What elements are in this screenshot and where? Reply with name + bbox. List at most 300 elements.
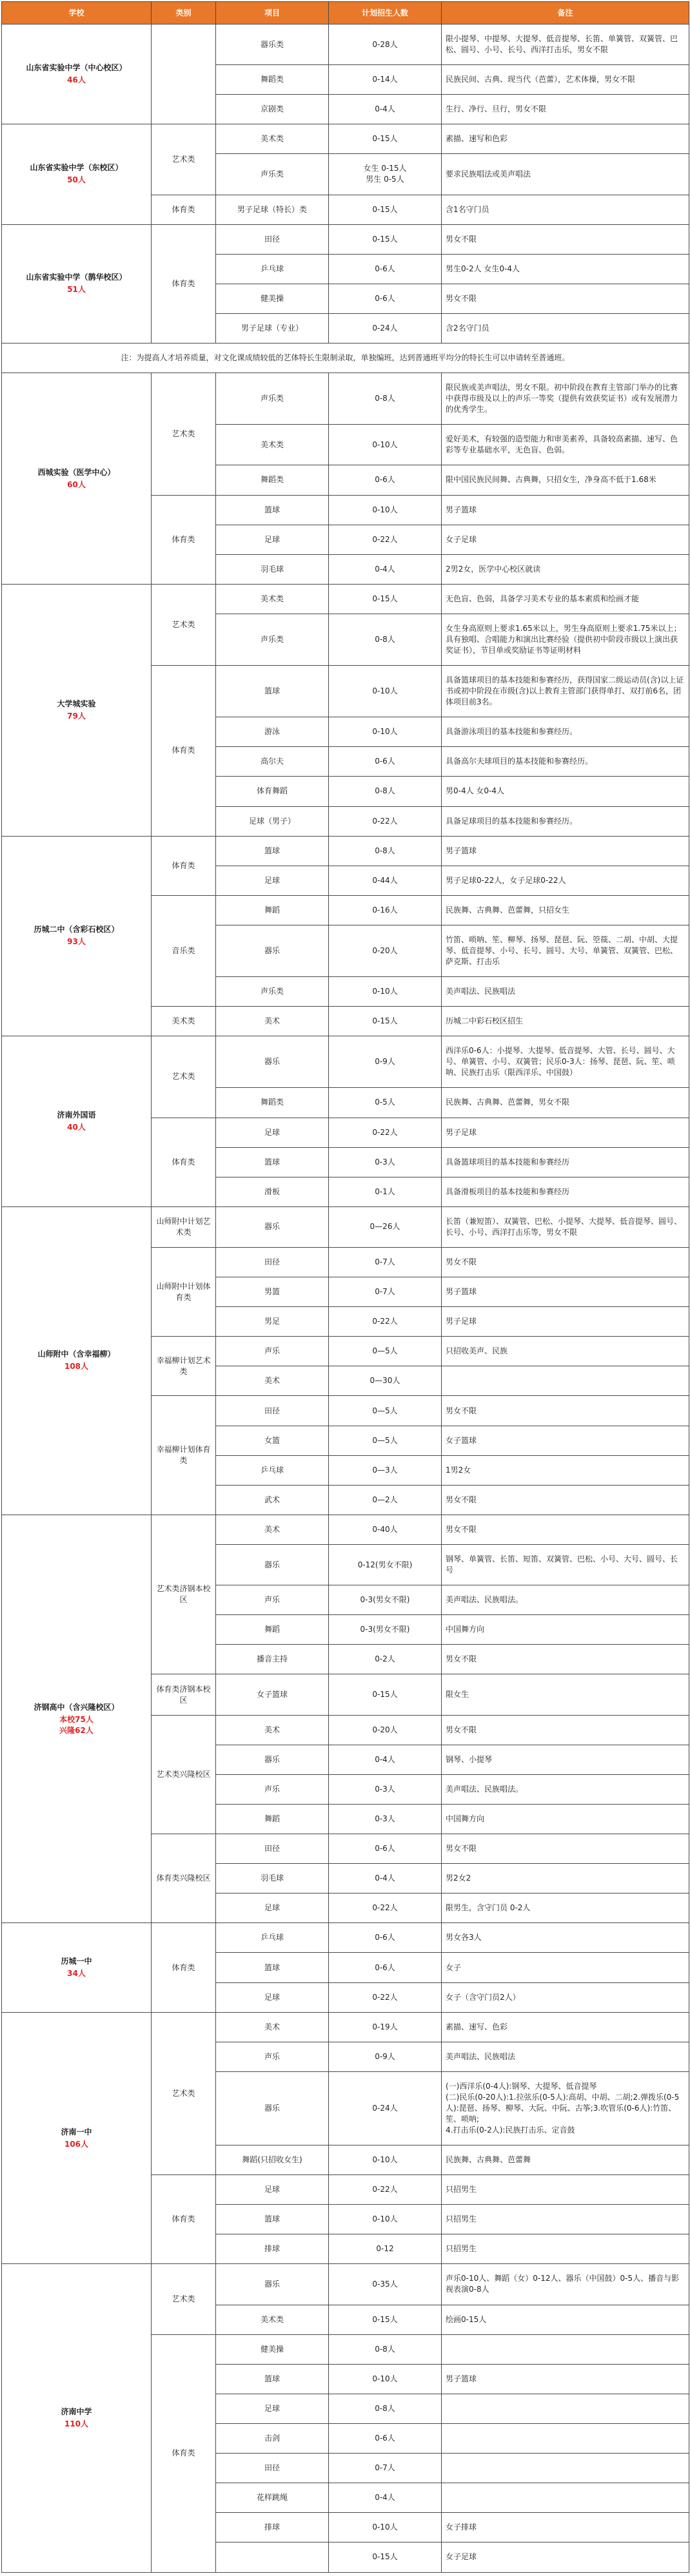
item-cell: 篮球 (216, 666, 329, 717)
plan-cell: 0-6人 (329, 254, 442, 284)
plan-cell: 0-10人 (329, 717, 442, 747)
category-cell: 山师附中计划艺术类 (152, 1206, 216, 1247)
note-cell: 女子足球 (442, 525, 689, 554)
plan-cell: 0—5人 (329, 1337, 442, 1366)
note-cell: 男子篮球 (442, 2364, 689, 2394)
item-cell: 花样跳绳 (216, 2483, 329, 2513)
item-cell: 乒乓球 (216, 1923, 329, 1953)
plan-cell: 0-19人 (329, 2012, 442, 2042)
note-cell: 1男2女 (442, 1455, 689, 1485)
note-cell: 男女不限 (442, 224, 689, 254)
note-cell: 男0-4人 女0-4人 (442, 777, 689, 806)
item-cell: 美术 (216, 1715, 329, 1745)
plan-cell: 0-6人 (329, 747, 442, 777)
note-cell: 限女生 (442, 1674, 689, 1715)
plan-cell: 0-15人 (329, 584, 442, 614)
plan-cell: 0-28人 (329, 24, 442, 65)
note-cell: 西洋乐0-6人：小提琴、大提琴、低音提琴、大管、长号、圆号、大号、单簧管、小号、双簧管；民乐0-3人：扬琴、琵琶、阮、笙、唢呐、民族打击乐（限西洋乐、中国鼓） (442, 1036, 689, 1088)
plan-cell: 0-10人 (329, 425, 442, 465)
plan-cell: 0-35人 (329, 2264, 442, 2305)
item-cell: 篮球 (216, 1953, 329, 1982)
plan-cell: 0-10人 (329, 2364, 442, 2394)
plan-cell: 0-2人 (329, 1645, 442, 1674)
note-cell: 男女不限 (442, 1247, 689, 1277)
school-name: 济南中学 (61, 2407, 92, 2416)
item-cell: 田径 (216, 224, 329, 254)
plan-cell: 0-8人 (329, 373, 442, 425)
item-cell: 美术 (216, 2012, 329, 2042)
note-cell: 2男2女，医学中心校区就读 (442, 554, 689, 584)
category-cell: 体育类 (152, 2175, 216, 2264)
category-cell: 体育类 (152, 1923, 216, 2012)
note-cell: 钢琴、小提琴 (442, 1745, 689, 1774)
item-cell: 滑板 (216, 1177, 329, 1206)
school-quota: 93人 (67, 937, 86, 947)
item-cell: 美术类 (216, 124, 329, 154)
plan-cell: 女生 0-15人 男生 0-5人 (329, 154, 442, 195)
note-cell: 男子足球0-22人，女子足球0-22人 (442, 866, 689, 895)
school-name: 大学城实验 (57, 699, 96, 708)
school-name: 山师附中（含幸福柳） (37, 1350, 115, 1359)
plan-cell: 0-6人 (329, 1953, 442, 1982)
plan-cell: 0-4人 (329, 1864, 442, 1893)
note-cell: 女生身高原则上要求1.65米以上，男生身高原则上要求1.75米以上；具有独唱、合唱能力和演出比赛经验（提供初中阶段市级以上演出获奖证书），节目单或奖励证书等证明材料 (442, 614, 689, 665)
plan-cell: 0-4人 (329, 2483, 442, 2513)
table-row (2, 2012, 689, 2042)
plan-cell: 0-9人 (329, 2042, 442, 2071)
school-quota: 60人 (67, 479, 86, 489)
category-cell: 艺术类 (152, 1036, 216, 1118)
plan-cell: 0—26人 (329, 1206, 442, 1247)
item-cell: 舞蹈 (216, 1804, 329, 1834)
item-cell: 器乐类 (216, 24, 329, 65)
category-cell: 体育类 (152, 495, 216, 584)
note-cell: 男女不限 (442, 1396, 689, 1426)
plan-cell: 0-3人 (329, 1774, 442, 1804)
item-cell: 声乐类 (216, 154, 329, 195)
note-cell: 男子足球 (442, 1118, 689, 1147)
category-cell: 艺术类兴隆校区 (152, 1715, 216, 1834)
plan-cell: 0-4人 (329, 554, 442, 584)
plan-cell: 0-24人 (329, 2071, 442, 2145)
note-cell: 具备滑板项目的基本技能和参赛经历 (442, 1177, 689, 1206)
item-cell: 乒乓球 (216, 254, 329, 284)
school-quota: 110人 (64, 2419, 89, 2428)
plan-cell: 0-12(男女不限) (329, 1545, 442, 1585)
plan-cell: 0-22人 (329, 806, 442, 836)
plan-cell: 0-8人 (329, 2334, 442, 2364)
plan-cell: 0-6人 (329, 1834, 442, 1864)
plan-cell: 0-10人 (329, 2205, 442, 2234)
table-row (2, 373, 689, 425)
category-cell: 山师附中计划体育类 (152, 1247, 216, 1336)
plan-cell: 0-6人 (329, 1923, 442, 1953)
note-cell (442, 2423, 689, 2453)
note-cell: 素描、速写、色彩 (442, 2012, 689, 2042)
school-name: 历城一中 (61, 1957, 92, 1966)
category-cell: 体育类 (152, 666, 216, 837)
plan-cell: 0-5人 (329, 1088, 442, 1118)
note-cell: 限中国民族民间舞、古典舞，只招女生，净身高不低于1.68米 (442, 465, 689, 495)
note-cell: 男女不限 (442, 1834, 689, 1864)
header-note: 备注 (442, 2, 689, 24)
note-cell: 男子篮球 (442, 495, 689, 525)
plan-cell: 0-15人 (329, 1674, 442, 1715)
note-cell: 钢琴、单簧管、长笛、短笛、双簧管、巴松、小号、大号、圆号、长号 (442, 1545, 689, 1585)
school-quota: 50人 (67, 175, 86, 185)
note-cell: 民族舞、古典舞、芭蕾舞，只招女生 (442, 895, 689, 925)
note-cell: 限民族或美声唱法，男女不限。初中阶段在教育主管部门举办的比赛中获得市级及以上的声乐一等奖（提供有效获奖证书）或有发展潜力的优秀学生。 (442, 373, 689, 425)
note-cell: 含2名守门员 (442, 313, 689, 343)
category-cell: 幸福柳计划艺术类 (152, 1337, 216, 1396)
category-cell: 美术类 (152, 1007, 216, 1036)
plan-cell: 0-3人 (329, 1804, 442, 1834)
plan-cell: 0-15人 (329, 2305, 442, 2334)
plan-cell: 0-12 (329, 2234, 442, 2264)
note-cell: 中国舞方向 (442, 1804, 689, 1834)
school-name: 历城二中（含彩石校区） (34, 925, 119, 935)
note-cell: 男子篮球 (442, 836, 689, 866)
note-cell: 美声唱法、民族唱法 (442, 2042, 689, 2071)
table-row (2, 24, 689, 65)
header-category: 类别 (152, 2, 216, 24)
item-cell: 舞蹈类 (216, 65, 329, 95)
item-cell: 游泳 (216, 717, 329, 747)
plan-cell: 0-15人 (329, 2542, 442, 2572)
item-cell: 田径 (216, 1247, 329, 1277)
plan-cell: 0-8人 (329, 2394, 442, 2423)
plan-cell: 0-8人 (329, 836, 442, 866)
school-quota: 34人 (67, 1969, 86, 1978)
item-cell: 器乐 (216, 1745, 329, 1774)
item-cell: 声乐 (216, 2042, 329, 2071)
item-cell: 高尔夫 (216, 747, 329, 777)
plan-cell: 0-6人 (329, 465, 442, 495)
item-cell: 足球 (216, 1118, 329, 1147)
item-cell: 篮球 (216, 1147, 329, 1177)
item-cell: 田径 (216, 2454, 329, 2483)
plan-cell: 0-3(男女不限) (329, 1615, 442, 1645)
category-cell: 体育类 (152, 836, 216, 895)
plan-cell: 0-10人 (329, 2513, 442, 2542)
item-cell: 足球 (216, 2175, 329, 2205)
header-row (2, 2, 689, 24)
note-cell: 男女不限 (442, 1645, 689, 1674)
plan-cell: 0-10人 (329, 495, 442, 525)
note-cell: 无色盲、色弱，具备学习美术专业的基本素质和绘画才能 (442, 584, 689, 614)
note-cell: 美声唱法、民族唱法 (442, 977, 689, 1007)
school-name: 济钢高中（含兴隆校区） (34, 1702, 119, 1712)
plan-cell: 0-3人 (329, 1147, 442, 1177)
plan-cell: 0-15人 (329, 124, 442, 154)
item-cell: 女子篮球 (216, 1674, 329, 1715)
note-cell: 长笛（兼短笛）、双簧管、巴松、小提琴、大提琴、低音提琴、圆号、长号、小号、西洋打击乐等，男女不限 (442, 1206, 689, 1247)
note-cell: 女子排球 (442, 2513, 689, 2542)
plan-cell: 0-10人 (329, 977, 442, 1007)
note-cell: 女子足球 (442, 2542, 689, 2572)
note-cell: 限小提琴、中提琴、大提琴、低音提琴、长笛、单簧管、双簧管、巴松、圆号、小号、长号、西洋打击乐，男女不限 (442, 24, 689, 65)
note-cell: 具备篮球项目的基本技能和参赛经历，获得国家二级运动员(含)以上证书或初中阶段在市级(含)以上教育主管部门获得单打、双打前6名，团体项目前3名。 (442, 666, 689, 717)
category-cell: 艺术类 (152, 2012, 216, 2174)
plan-cell: 0-22人 (329, 1982, 442, 2012)
note-cell: 声乐0-10人、舞蹈（女）0-12人、器乐（中国鼓）0-5人、播音与影视表演0-8人 (442, 2264, 689, 2305)
note-cell: 含1名守门员 (442, 195, 689, 224)
plan-cell: 0-7人 (329, 1277, 442, 1307)
category-cell: 体育类 (152, 1118, 216, 1206)
note-cell: 只招收美声、民族 (442, 1337, 689, 1366)
note-cell (442, 2334, 689, 2364)
item-cell: 美术类 (216, 2305, 329, 2334)
category-cell: 艺术类 (152, 584, 216, 665)
item-cell: 器乐 (216, 1545, 329, 1585)
plan-cell: 0-10人 (329, 2145, 442, 2175)
plan-cell: 0-44人 (329, 866, 442, 895)
school-cell (2, 584, 152, 836)
plan-cell: 0-6人 (329, 2423, 442, 2453)
note-cell: 绘画0-15人 (442, 2305, 689, 2334)
category-cell: 艺术类 (152, 2264, 216, 2334)
header-item: 项目 (216, 2, 329, 24)
item-cell: 健美操 (216, 284, 329, 313)
note-cell: 生行、净行、旦行，男女不限 (442, 95, 689, 124)
note-cell: 男女不限 (442, 1485, 689, 1515)
note-cell: 爱好美术，有较强的造型能力和审美素养，具备较高素描、速写、色彩等专业基础水平，无色盲、色弱。 (442, 425, 689, 465)
header-plan: 计划招生人数 (329, 2, 442, 24)
school-cell (2, 2264, 152, 2572)
item-cell: 健美操 (216, 2334, 329, 2364)
school-quota: 51人 (67, 285, 86, 295)
table-row (2, 124, 689, 154)
item-cell: 器乐 (216, 925, 329, 976)
item-cell: 声乐类 (216, 614, 329, 665)
note-cell: 女子篮球 (442, 1426, 689, 1455)
item-cell: 舞蹈类 (216, 465, 329, 495)
category-cell: 体育类 (152, 2334, 216, 2572)
plan-cell: 0-20人 (329, 925, 442, 976)
note-cell: 具备篮球项目的基本技能和参赛经历 (442, 1147, 689, 1177)
school-cell (2, 1036, 152, 1207)
school-name: 济南外国语 (57, 1110, 96, 1120)
item-cell: 男子足球（特长）类 (216, 195, 329, 224)
category-cell: 幸福柳计划体育类 (152, 1396, 216, 1515)
table-row (2, 1036, 689, 1088)
school-cell (2, 1515, 152, 1922)
table-row (2, 584, 689, 614)
item-cell: 声乐类 (216, 977, 329, 1007)
table-row (2, 1206, 689, 1247)
note-cell (442, 2454, 689, 2483)
item-cell: 美术 (216, 1007, 329, 1036)
item-cell: 美术 (216, 1366, 329, 1396)
plan-cell: 0-40人 (329, 1515, 442, 1544)
notice-text: 注：为提高人才培养质量，对文化课成绩较低的艺体特长生限制录取，单独编班，达到普通班平均分的特长生可以申请转至普通班。 (2, 344, 689, 373)
item-cell: 男子足球（专业） (216, 313, 329, 343)
item-cell: 武术 (216, 1485, 329, 1515)
item-cell: 声乐 (216, 1337, 329, 1366)
item-cell: 足球 (216, 1893, 329, 1923)
note-cell: 男女不限 (442, 1715, 689, 1745)
item-cell: 足球 (216, 866, 329, 895)
item-cell: 田径 (216, 1396, 329, 1426)
item-cell: 舞蹈 (216, 895, 329, 925)
category-cell: 体育类 (152, 224, 216, 343)
school-cell (2, 2012, 152, 2264)
item-cell: 器乐 (216, 2071, 329, 2145)
note-cell: 具备游泳项目的基本技能和参赛经历。 (442, 717, 689, 747)
item-cell (216, 2542, 329, 2572)
school-quota: 46人 (67, 75, 86, 85)
school-cell (2, 373, 152, 585)
plan-cell: 0—5人 (329, 1396, 442, 1426)
note-cell: 只招男生 (442, 2175, 689, 2205)
school-quota: 79人 (67, 711, 86, 721)
item-cell: 篮球 (216, 2364, 329, 2394)
note-cell: 限男生，含守门员 0-2人 (442, 1893, 689, 1923)
plan-cell: 0-8人 (329, 777, 442, 806)
category-cell (152, 24, 216, 124)
plan-cell: 0-1人 (329, 1177, 442, 1206)
school-quota: 40人 (67, 1123, 86, 1132)
category-cell: 体育类 (152, 195, 216, 224)
category-cell: 音乐类 (152, 895, 216, 1006)
note-cell: 素描、速写和色彩 (442, 124, 689, 154)
plan-cell: 0—30人 (329, 1366, 442, 1396)
plan-cell: 0—3人 (329, 1455, 442, 1485)
item-cell: 美术类 (216, 584, 329, 614)
table-row (2, 224, 689, 254)
item-cell: 京剧类 (216, 95, 329, 124)
item-cell: 美术 (216, 1515, 329, 1544)
item-cell: 羽毛球 (216, 1864, 329, 1893)
school-name: 济南一中 (61, 2127, 92, 2136)
item-cell: 舞蹈类 (216, 1088, 329, 1118)
note-cell (442, 1366, 689, 1396)
item-cell: 男篮 (216, 1277, 329, 1307)
plan-cell: 0-3(男女不限) (329, 1585, 442, 1615)
item-cell: 羽毛球 (216, 554, 329, 584)
note-cell (442, 2394, 689, 2423)
item-cell: 足球（男子） (216, 806, 329, 836)
school-quota: 本校75人 (59, 1714, 94, 1724)
school-cell (2, 224, 152, 343)
plan-cell: 0-15人 (329, 224, 442, 254)
item-cell: 足球 (216, 2394, 329, 2423)
category-cell: 体育类兴隆校区 (152, 1834, 216, 1923)
note-cell: 民族舞、古典舞、芭蕾舞 (442, 2145, 689, 2175)
table-body (2, 24, 689, 2573)
school-name: 山东省实验中学（中心校区） (26, 63, 127, 73)
item-cell: 篮球 (216, 495, 329, 525)
item-cell: 播音主持 (216, 1645, 329, 1674)
note-cell: 民族舞、古典舞、芭蕾舞，男女不限 (442, 1088, 689, 1118)
note-cell: 女子 (442, 1953, 689, 1982)
category-cell: 艺术类 (152, 373, 216, 495)
note-cell: 只招男生 (442, 2234, 689, 2264)
table-row (2, 1923, 689, 1953)
note-cell: 美声唱法、民族唱法。 (442, 1774, 689, 1804)
item-cell: 田径 (216, 1834, 329, 1864)
item-cell: 器乐 (216, 1206, 329, 1247)
table-row (2, 836, 689, 866)
plan-cell: 0-22人 (329, 2175, 442, 2205)
item-cell: 声乐 (216, 1774, 329, 1804)
plan-cell: 0-22人 (329, 525, 442, 554)
category-cell: 艺术类 (152, 124, 216, 195)
notice-row (2, 344, 689, 373)
note-cell: (一)西洋乐(0-4人):钢琴、大提琴、低音提琴 (二)民乐(0-20人):1.拉弦乐(0-5人):高胡、中胡、二胡;2.弹拨乐(0-5人):琵琶、扬琴、柳琴、大阮、中阮、古筝;3.吹管乐(0-6人):竹笛、笙、唢呐; 4.打击乐(0-2人):民族打击乐、定音鼓 (442, 2071, 689, 2145)
school-name: 山东省实验中学（鹊华校区） (26, 273, 127, 282)
item-cell: 排球 (216, 2234, 329, 2264)
item-cell: 舞蹈(只招收女生) (216, 2145, 329, 2175)
school-cell (2, 124, 152, 224)
note-cell: 竹笛、唢呐、笙、柳琴、扬琴、琵琶、阮、箜篌、二胡、中胡、大提琴、低音提琴、小号、长号、圆号、大号、单簧管、双簧管、巴松、萨克斯、打击乐 (442, 925, 689, 976)
header-school: 学校 (2, 2, 152, 24)
item-cell: 排球 (216, 2513, 329, 2542)
item-cell: 声乐类 (216, 373, 329, 425)
plan-cell: 0-4人 (329, 95, 442, 124)
item-cell: 篮球 (216, 2205, 329, 2234)
plan-cell: 0-4人 (329, 1745, 442, 1774)
item-cell: 舞蹈 (216, 1615, 329, 1645)
note-cell: 男子篮球 (442, 1277, 689, 1307)
item-cell: 器乐 (216, 1036, 329, 1088)
page (0, 1, 690, 2576)
item-cell: 声乐 (216, 1585, 329, 1615)
note-cell: 具备足球项目的基本技能和参赛经历。 (442, 806, 689, 836)
note-cell: 男女各3人 (442, 1923, 689, 1953)
table-row (2, 2264, 689, 2305)
plan-cell: 0-15人 (329, 1007, 442, 1036)
plan-cell: 0-8人 (329, 614, 442, 665)
plan-cell: 0—2人 (329, 1485, 442, 1515)
note-cell: 女子（含守门员2人） (442, 1982, 689, 2012)
plan-cell: 0-9人 (329, 1036, 442, 1088)
plan-cell: 0-10人 (329, 666, 442, 717)
school-cell (2, 24, 152, 124)
table-row (2, 1515, 689, 1544)
note-cell: 男女不限 (442, 1515, 689, 1544)
school-cell (2, 1923, 152, 2012)
school-name: 山东省实验中学（东校区） (30, 163, 123, 173)
school-cell (2, 836, 152, 1036)
note-cell: 民族民间、古典、现当代（芭蕾），艺术体操，男女不限 (442, 65, 689, 95)
school-quota: 108人 (64, 1362, 89, 1371)
item-cell: 足球 (216, 525, 329, 554)
plan-cell: 0-15人 (329, 195, 442, 224)
plan-cell: 0-7人 (329, 1247, 442, 1277)
school-quota: 106人 (64, 2139, 89, 2149)
plan-cell: 0-20人 (329, 1715, 442, 1745)
item-cell: 足球 (216, 1982, 329, 2012)
note-cell: 男女不限 (442, 284, 689, 313)
plan-cell: 0-7人 (329, 2454, 442, 2483)
note-cell: 美声唱法、民族唱法。 (442, 1585, 689, 1615)
plan-cell: 0-22人 (329, 1118, 442, 1147)
item-cell: 击剑 (216, 2423, 329, 2453)
note-cell: 中国舞方向 (442, 1615, 689, 1645)
note-cell: 具备高尔夫球项目的基本技能和参赛经历。 (442, 747, 689, 777)
item-cell: 男足 (216, 1307, 329, 1337)
note-cell: 男2女2 (442, 1864, 689, 1893)
item-cell: 美术类 (216, 425, 329, 465)
school-cell (2, 1206, 152, 1515)
item-cell: 女篮 (216, 1426, 329, 1455)
note-cell: 要求民族唱法或美声唱法 (442, 154, 689, 195)
note-cell: 只招男生 (442, 2205, 689, 2234)
item-cell: 体育舞蹈 (216, 777, 329, 806)
note-cell: 男子足球 (442, 1307, 689, 1337)
item-cell: 器乐 (216, 2264, 329, 2305)
